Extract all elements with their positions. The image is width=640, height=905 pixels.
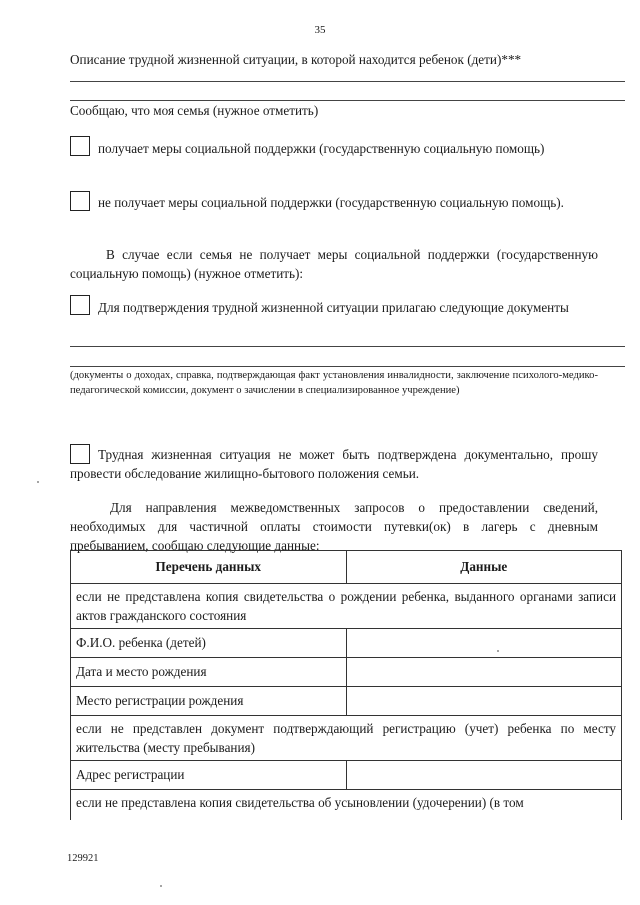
scan-speck: [37, 481, 39, 483]
row-birth-certificate: если не представлена копия свидетельства о рождении ребенка, выданного органами записи актов гражданского состояния: [71, 584, 622, 629]
row-adoption-certificate: если не представлена копия свидетельства об усыновлении (удочерении) (в том: [71, 790, 622, 821]
table-row: [71, 761, 622, 790]
registration-address-value[interactable]: [346, 761, 621, 790]
answer-line-1: [70, 81, 625, 82]
scan-speck: [497, 650, 499, 652]
row-registration-address: Адрес регистрации: [71, 761, 347, 790]
birth-registration-place-value[interactable]: [346, 687, 621, 716]
row-child-fio: Ф.И.О. ребенка (детей): [71, 629, 347, 658]
requests-intro: Для направления межведомственных запросов о предоставлении сведений, необходимых для частичной оплаты стоимости путевки(ок) в лагерь с дневным пребыванием, сообщаю следующие данные:: [70, 500, 598, 553]
if-not-receives-text: В случае если семья не получает меры социальной поддержки (государственную социальную помощь) (нужное отметить):: [70, 247, 598, 281]
table-header-row: [71, 551, 622, 584]
data-table: [70, 550, 622, 820]
header-data: Данные: [346, 551, 621, 584]
table-row: [71, 658, 622, 687]
scan-speck: [160, 885, 162, 887]
situation-heading: Описание трудной жизненной ситуации, в которой находится ребенок (дети)***: [70, 52, 522, 67]
documents-line-2: [70, 366, 625, 367]
birth-date-place-value[interactable]: [346, 658, 621, 687]
table-row: [71, 790, 622, 821]
documents-hint: (документы о доходах, справка, подтверждающая факт установления инвалидности, заключение психолого-медико-педагогической комиссии, документ о зачислении в специализированное учреждение): [70, 370, 598, 396]
footer-code: 129921: [67, 853, 99, 864]
page-number: 35: [314, 24, 326, 36]
receives-support-label: получает меры социальной поддержки (государственную социальную помощь): [98, 141, 545, 156]
row-residence-document: если не представлен документ подтверждающий регистрацию (учет) ребенка по месту жительства (месту пребывания): [71, 716, 622, 761]
table-row: [71, 716, 622, 761]
row-birth-date-place: Дата и место рождения: [71, 658, 347, 687]
child-fio-value[interactable]: [346, 629, 621, 658]
table-row: [71, 687, 622, 716]
family-intro: Сообщаю, что моя семья (нужное отметить): [70, 103, 319, 118]
table-row: [71, 584, 622, 629]
documents-line-1: [70, 346, 625, 347]
not-receives-support-label: не получает меры социальной поддержки (государственную социальную помощь).: [98, 195, 564, 210]
table-row: [71, 629, 622, 658]
header-list: Перечень данных: [71, 551, 347, 584]
row-birth-registration-place: Место регистрации рождения: [71, 687, 347, 716]
request-inspection-label: Трудная жизненная ситуация не может быть подтверждена документально, прошу провести обследование жилищно-бытового положения семьи.: [70, 447, 598, 481]
attach-documents-label: Для подтверждения трудной жизненной ситуации прилагаю следующие документы: [98, 300, 569, 315]
